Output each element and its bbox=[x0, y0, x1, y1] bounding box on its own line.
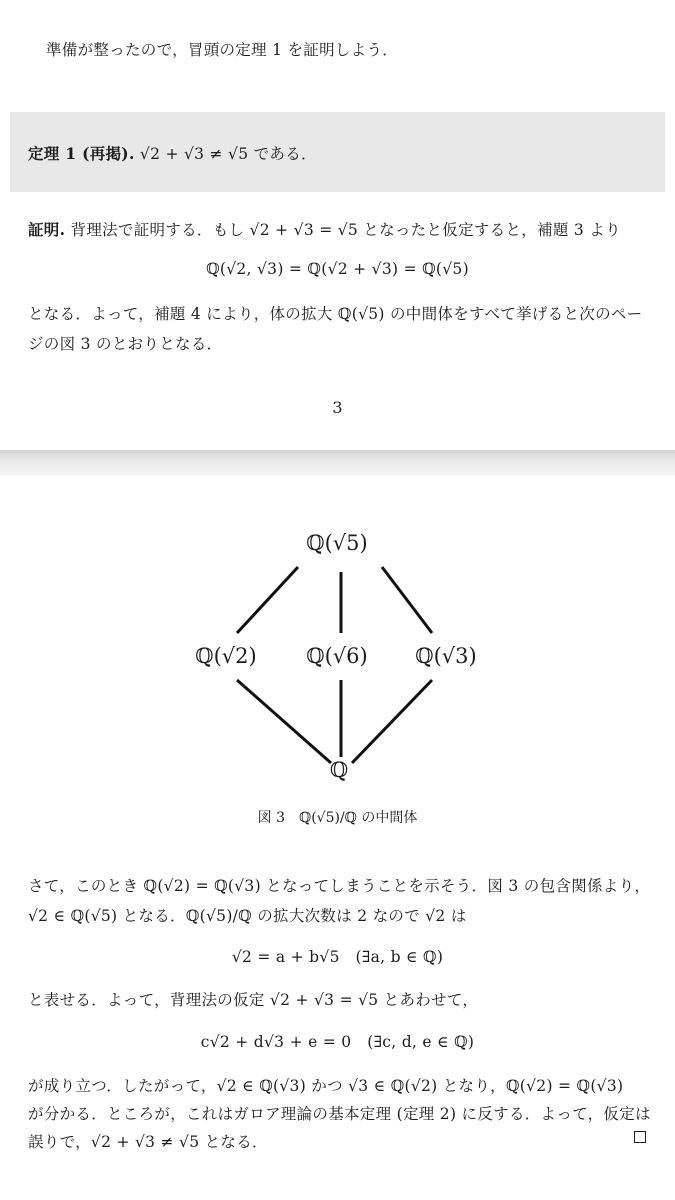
body-p3-line1: が成り立つ．したがって，√2 ∈ ℚ(√3) かつ √3 ∈ ℚ(√2) となり，ℚ(√2) = ℚ(√3) bbox=[28, 1077, 624, 1095]
edge-left-bottom bbox=[237, 680, 331, 763]
node-q-sqrt2: ℚ(√2) bbox=[195, 644, 257, 668]
node-q-sqrt3: ℚ(√3) bbox=[415, 644, 477, 668]
equation-1: √2 = a + b√5 (∃a, b ∈ ℚ) bbox=[231, 948, 444, 966]
node-q-sqrt6: ℚ(√6) bbox=[306, 644, 368, 668]
theorem-label: 定理 1 (再掲). bbox=[28, 144, 135, 163]
proof-text-2: となる．よって，補題 4 により，体の拡大 ℚ(√5) の中間体をすべて挙げると次のペー bbox=[28, 305, 643, 323]
body-p2-line: と表せる．よって，背理法の仮定 √2 + √3 = √5 とあわせて， bbox=[28, 991, 479, 1009]
theorem-statement: √2 + √3 ≠ √5 である． bbox=[139, 145, 317, 163]
body-p1-line2: √2 ∈ ℚ(√5) となる．ℚ(√5)/ℚ の拡大次数は 2 なので √2 は bbox=[28, 907, 467, 925]
figure-caption: 図 3 ℚ(√5)/ℚ の中間体 bbox=[257, 810, 418, 826]
proof-text-1: 背理法で証明する．もし √2 + √3 = √5 となったと仮定すると，補題 3 より bbox=[70, 221, 621, 239]
page-separator bbox=[0, 450, 675, 475]
equation-2: c√2 + d√3 + e = 0 (∃c, d, e ∈ ℚ) bbox=[200, 1033, 475, 1051]
proof-equation: ℚ(√2, √3) = ℚ(√2 + √3) = ℚ(√5) bbox=[206, 260, 469, 278]
proof-text-3: ジの図 3 のとおりとなる． bbox=[28, 335, 223, 353]
theorem-box bbox=[10, 112, 665, 192]
intro-text: 準備が整ったので，冒頭の定理 1 を証明しよう． bbox=[46, 41, 399, 59]
page-3 bbox=[0, 0, 675, 450]
body-p1-line1: さて，このとき ℚ(√2) = ℚ(√3) となってしまうことを示そう．図 3 の包含関係より， bbox=[28, 877, 651, 895]
proof-label: 証明. bbox=[28, 220, 66, 239]
qed-symbol bbox=[634, 1131, 646, 1143]
page-number: 3 bbox=[332, 398, 343, 417]
edge-top-left bbox=[237, 567, 298, 633]
lattice-diagram bbox=[0, 475, 675, 805]
node-q: ℚ bbox=[329, 758, 349, 782]
proof-line-1 bbox=[28, 218, 621, 240]
edge-right-bottom bbox=[352, 680, 432, 763]
node-q-sqrt5: ℚ(√5) bbox=[306, 531, 368, 555]
edge-top-right bbox=[382, 567, 432, 633]
theorem-line bbox=[28, 142, 317, 164]
body-p3-line2: が分かる．ところが，これはガロア理論の基本定理 (定理 2) に反する．よって，仮定は bbox=[28, 1105, 651, 1123]
body-p3-line3: 誤りで，√2 + √3 ≠ √5 となる． bbox=[28, 1133, 268, 1151]
